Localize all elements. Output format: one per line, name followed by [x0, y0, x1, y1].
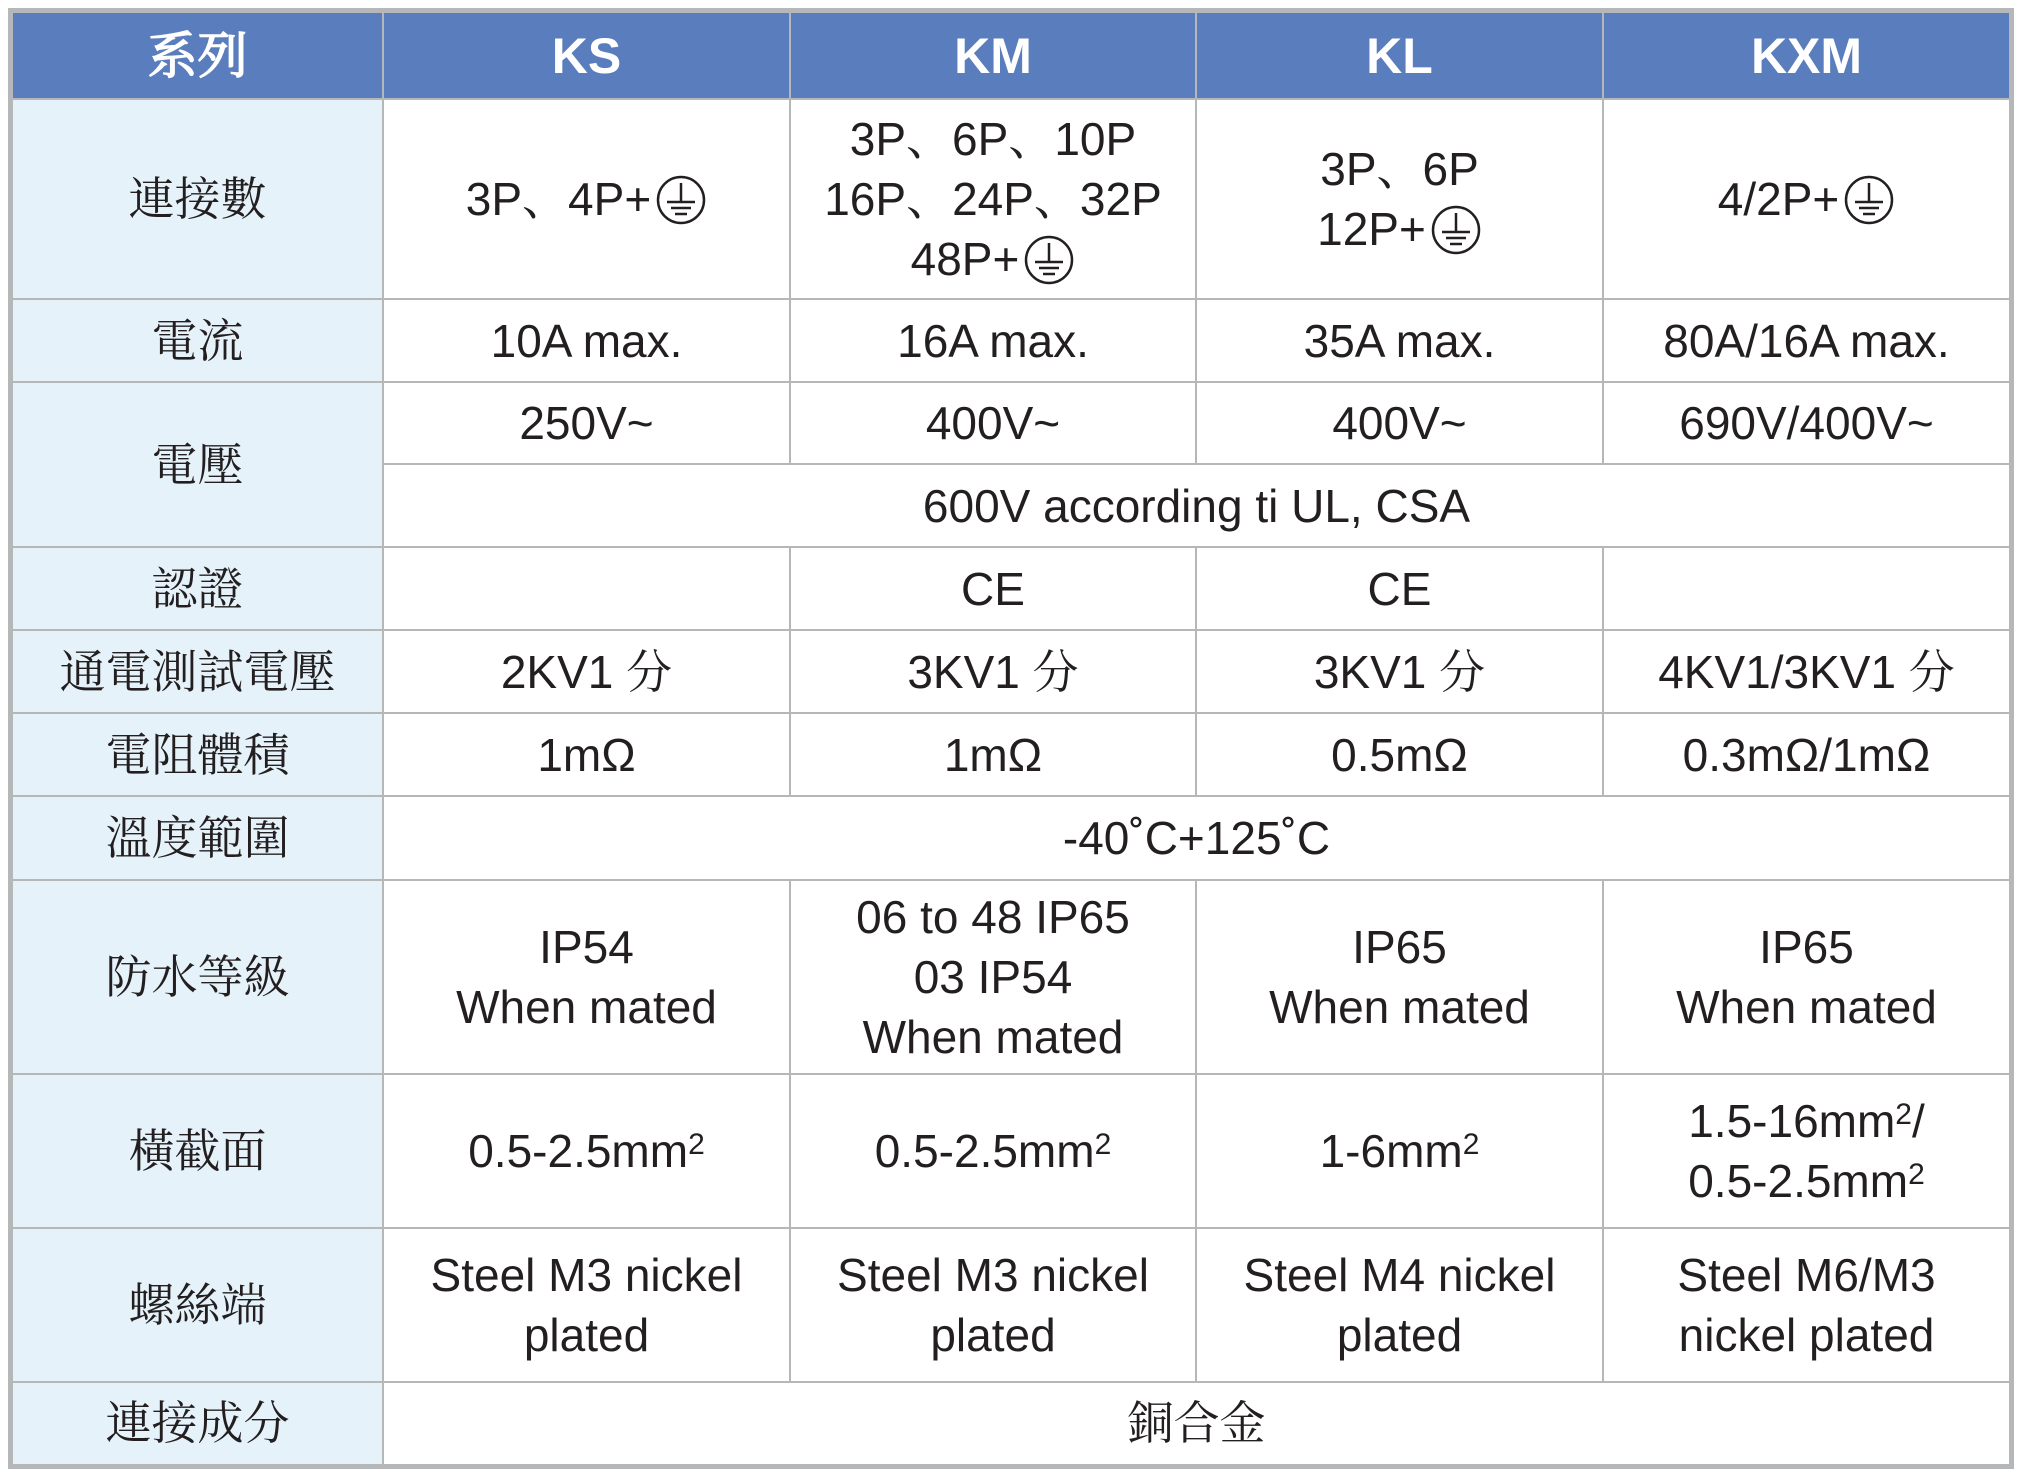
cell-waterproof-km [790, 880, 1196, 1074]
label-test-voltage: 通電測試電壓 [12, 630, 383, 713]
connections-kl-line: 3P、6P [1320, 143, 1479, 196]
row-contact-material [12, 1382, 2010, 1465]
cell-resistance-kxm: 0.3mΩ/1mΩ [1603, 713, 2010, 796]
waterproof-km-line: 06 to 48 IP65 [856, 890, 1130, 943]
cell-voltage-kl: 400V~ [1196, 382, 1603, 464]
cross-section-ks-value: 0.5-2.5mm [468, 1124, 689, 1177]
label-cross-section: 橫截面 [12, 1074, 383, 1228]
connections-kl-line-with-ground [1203, 199, 1596, 259]
connections-km-line: 16P、24P、32P [824, 173, 1162, 226]
protective-earth-icon [1023, 234, 1075, 286]
cell-cross-section-km [790, 1074, 1196, 1228]
squared-superscript: 2 [1895, 1097, 1912, 1131]
cell-current-kxm: 80A/16A max. [1603, 299, 2010, 382]
row-cross-section [12, 1074, 2010, 1228]
connections-km-text: 48P+ [910, 233, 1020, 286]
cell-test-voltage-ks: 2KV1 分 [383, 630, 790, 713]
row-temperature [12, 796, 2010, 879]
cross-section-kxm-value: 1.5-16mm [1688, 1094, 1896, 1147]
screw-terminal-kl-line: Steel M4 nickel [1243, 1248, 1556, 1301]
row-connections [12, 99, 2010, 299]
header-row [12, 12, 2010, 99]
label-temperature: 溫度範圍 [12, 796, 383, 879]
waterproof-kxm-line: When mated [1676, 980, 1937, 1033]
row-test-voltage [12, 630, 2010, 713]
label-current: 電流 [12, 299, 383, 382]
cell-test-voltage-kl: 3KV1 分 [1196, 630, 1603, 713]
label-certification: 認證 [12, 547, 383, 630]
screw-terminal-ks-line: Steel M3 nickel [430, 1248, 743, 1301]
waterproof-kxm-line: IP65 [1759, 920, 1854, 973]
protective-earth-icon [1843, 174, 1895, 226]
cell-cross-section-ks [383, 1074, 790, 1228]
cell-screw-terminal-km [790, 1228, 1196, 1382]
protective-earth-icon [655, 174, 707, 226]
connections-kxm-text: 4/2P+ [1717, 173, 1840, 226]
screw-terminal-kl-line: plated [1336, 1308, 1463, 1361]
cell-cross-section-kl [1196, 1074, 1603, 1228]
cell-contact-material: 銅合金 [383, 1382, 2010, 1465]
cell-connections-kl [1196, 99, 1603, 299]
label-resistance: 電阻體積 [12, 713, 383, 796]
row-waterproof [12, 880, 2010, 1074]
header-ks: KS [383, 12, 790, 99]
cell-certification-kxm [1603, 547, 2010, 630]
waterproof-ks-line: When mated [456, 980, 717, 1033]
waterproof-km-line: When mated [862, 1010, 1124, 1063]
cell-connections-ks [383, 99, 790, 299]
connections-km-line: 3P、6P、10P [849, 113, 1137, 166]
cross-section-kxm-line [1610, 1091, 2003, 1151]
cell-current-km: 16A max. [790, 299, 1196, 382]
cell-current-kl: 35A max. [1196, 299, 1603, 382]
header-kxm: KXM [1603, 12, 2010, 99]
protective-earth-icon [1430, 204, 1482, 256]
cell-certification-km: CE [790, 547, 1196, 630]
cross-section-kxm-separator: / [1911, 1094, 1925, 1147]
cell-resistance-ks: 1mΩ [383, 713, 790, 796]
cross-section-km-value: 0.5-2.5mm [874, 1124, 1095, 1177]
cell-resistance-kl: 0.5mΩ [1196, 713, 1603, 796]
screw-terminal-ks-line: plated [523, 1308, 650, 1361]
cell-voltage-km: 400V~ [790, 382, 1196, 464]
cell-waterproof-ks [383, 880, 790, 1074]
cell-screw-terminal-ks [383, 1228, 790, 1382]
cell-certification-ks [383, 547, 790, 630]
squared-superscript: 2 [688, 1127, 705, 1161]
cross-section-kl-value: 1-6mm [1319, 1124, 1463, 1177]
label-screw-terminal: 螺絲端 [12, 1228, 383, 1382]
cross-section-kxm-value: 0.5-2.5mm [1688, 1154, 1909, 1207]
screw-terminal-kxm-line: Steel M6/M3 [1677, 1248, 1936, 1301]
screw-terminal-km-line: Steel M3 nickel [837, 1248, 1149, 1301]
label-waterproof: 防水等級 [12, 880, 383, 1074]
cell-connections-kxm [1603, 99, 2010, 299]
cell-connections-km [790, 99, 1196, 299]
cell-waterproof-kl [1196, 880, 1603, 1074]
cell-voltage-kxm: 690V/400V~ [1603, 382, 2010, 464]
screw-terminal-kxm-line: nickel plated [1678, 1308, 1935, 1361]
cell-resistance-km: 1mΩ [790, 713, 1196, 796]
squared-superscript: 2 [1462, 1127, 1480, 1161]
header-kl: KL [1196, 12, 1603, 99]
waterproof-kl-line: IP65 [1352, 920, 1447, 973]
cell-voltage-ks: 250V~ [383, 382, 790, 464]
waterproof-ks-line: IP54 [539, 920, 634, 973]
cell-current-ks: 10A max. [383, 299, 790, 382]
waterproof-kl-line: When mated [1269, 980, 1530, 1033]
cell-voltage-ul-csa: 600V according ti UL, CSA [383, 464, 2010, 547]
squared-superscript: 2 [1908, 1157, 1925, 1191]
row-screw-terminal [12, 1228, 2010, 1382]
row-current [12, 299, 2010, 382]
label-contact-material: 連接成分 [12, 1382, 383, 1465]
header-series-label: 系列 [12, 12, 383, 99]
screw-terminal-km-line: plated [930, 1308, 1056, 1361]
cell-certification-kl: CE [1196, 547, 1603, 630]
cross-section-kxm-line [1610, 1151, 2003, 1211]
cell-screw-terminal-kl [1196, 1228, 1603, 1382]
connections-ks-text: 3P、4P+ [465, 173, 652, 226]
connections-km-line-with-ground [797, 229, 1189, 289]
header-km: KM [790, 12, 1196, 99]
label-voltage: 電壓 [12, 382, 383, 547]
cell-temperature: -40˚C+125˚C [383, 796, 2010, 879]
row-certification [12, 547, 2010, 630]
cell-test-voltage-km: 3KV1 分 [790, 630, 1196, 713]
waterproof-km-line: 03 IP54 [913, 950, 1073, 1003]
cell-screw-terminal-kxm [1603, 1228, 2010, 1382]
connections-kl-text: 12P+ [1317, 203, 1426, 256]
cell-cross-section-kxm [1603, 1074, 2010, 1228]
cell-test-voltage-kxm: 4KV1/3KV1 分 [1603, 630, 2010, 713]
squared-superscript: 2 [1094, 1127, 1112, 1161]
cell-waterproof-kxm [1603, 880, 2010, 1074]
spec-table [11, 11, 2011, 1466]
row-voltage [12, 382, 2010, 464]
label-connections: 連接數 [12, 99, 383, 299]
row-resistance [12, 713, 2010, 796]
